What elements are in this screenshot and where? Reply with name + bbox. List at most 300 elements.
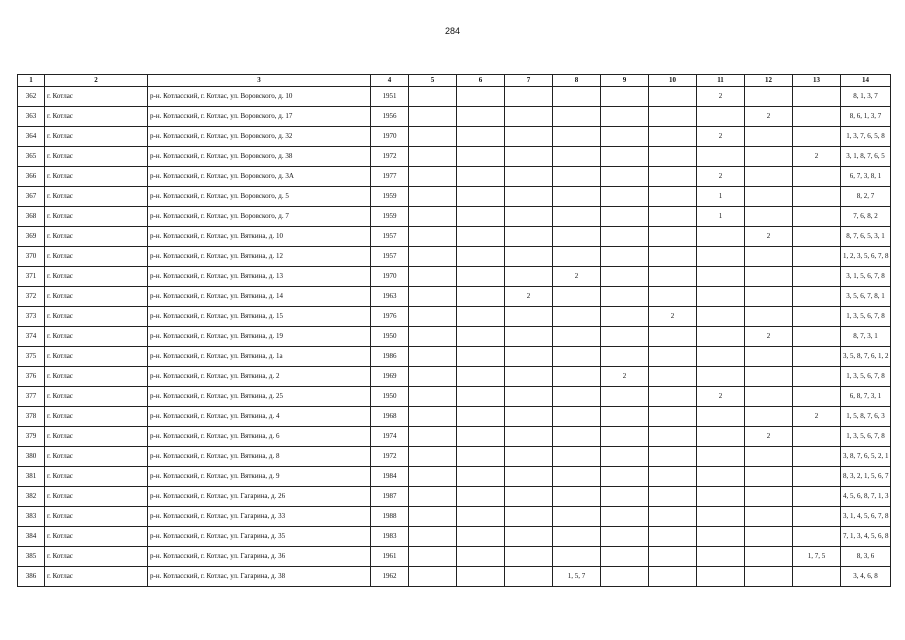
value-cell-col-11 <box>697 467 745 487</box>
value-cell-col-9: 2 <box>601 367 649 387</box>
row-number-cell: 386 <box>18 567 45 587</box>
address-cell: р-н. Котласский, г. Котлас, ул. Гагарина, д. 26 <box>148 487 371 507</box>
column-header-14: 14 <box>841 75 891 87</box>
value-cell-col-11 <box>697 227 745 247</box>
value-cell-col-10: 2 <box>649 307 697 327</box>
value-cell-col-11 <box>697 287 745 307</box>
value-cell-col-10 <box>649 507 697 527</box>
value-cell-col-9 <box>601 107 649 127</box>
value-cell-col-13 <box>793 487 841 507</box>
value-cell-col-12 <box>745 247 793 267</box>
value-cell-col-10 <box>649 347 697 367</box>
value-cell-col-12 <box>745 207 793 227</box>
year-cell: 1957 <box>371 247 409 267</box>
column-header-7: 7 <box>505 75 553 87</box>
value-cell-col-5 <box>409 367 457 387</box>
value-cell-col-6 <box>457 367 505 387</box>
value-cell-col-5 <box>409 87 457 107</box>
value-cell-col-8 <box>553 407 601 427</box>
value-cell-col-7 <box>505 107 553 127</box>
value-cell-col-10 <box>649 407 697 427</box>
locality-cell: г. Котлас <box>45 147 148 167</box>
locality-cell: г. Котлас <box>45 347 148 367</box>
value-cell-col-12 <box>745 287 793 307</box>
value-cell-col-13 <box>793 287 841 307</box>
sequence-cell: 8, 2, 7 <box>841 187 891 207</box>
row-number-cell: 373 <box>18 307 45 327</box>
address-cell: р-н. Котласский, г. Котлас, ул. Вяткина, д. 1а <box>148 347 371 367</box>
value-cell-col-9 <box>601 187 649 207</box>
value-cell-col-11 <box>697 447 745 467</box>
locality-cell: г. Котлас <box>45 467 148 487</box>
value-cell-col-7 <box>505 467 553 487</box>
value-cell-col-6 <box>457 227 505 247</box>
value-cell-col-5 <box>409 307 457 327</box>
value-cell-col-11: 2 <box>697 167 745 187</box>
year-cell: 1968 <box>371 407 409 427</box>
sequence-cell: 3, 8, 7, 6, 5, 2, 1 <box>841 447 891 467</box>
sequence-cell: 1, 3, 7, 6, 5, 8 <box>841 127 891 147</box>
column-header-10: 10 <box>649 75 697 87</box>
value-cell-col-6 <box>457 407 505 427</box>
value-cell-col-9 <box>601 247 649 267</box>
value-cell-col-5 <box>409 387 457 407</box>
value-cell-col-8 <box>553 167 601 187</box>
address-cell: р-н. Котласский, г. Котлас, ул. Воровского, д. 3А <box>148 167 371 187</box>
value-cell-col-8 <box>553 347 601 367</box>
value-cell-col-7 <box>505 267 553 287</box>
value-cell-col-9 <box>601 147 649 167</box>
row-number-cell: 384 <box>18 527 45 547</box>
sequence-cell: 8, 6, 1, 3, 7 <box>841 107 891 127</box>
value-cell-col-11 <box>697 267 745 287</box>
value-cell-col-5 <box>409 207 457 227</box>
value-cell-col-11 <box>697 107 745 127</box>
value-cell-col-11 <box>697 327 745 347</box>
value-cell-col-11 <box>697 427 745 447</box>
value-cell-col-8 <box>553 227 601 247</box>
table-row <box>18 547 891 567</box>
value-cell-col-9 <box>601 327 649 347</box>
value-cell-col-13 <box>793 87 841 107</box>
value-cell-col-7 <box>505 407 553 427</box>
locality-cell: г. Котлас <box>45 447 148 467</box>
year-cell: 1983 <box>371 527 409 547</box>
year-cell: 1970 <box>371 127 409 147</box>
address-cell: р-н. Котласский, г. Котлас, ул. Вяткина, д. 2 <box>148 367 371 387</box>
row-number-cell: 365 <box>18 147 45 167</box>
value-cell-col-9 <box>601 227 649 247</box>
row-number-cell: 372 <box>18 287 45 307</box>
value-cell-col-10 <box>649 427 697 447</box>
year-cell: 1959 <box>371 207 409 227</box>
row-number-cell: 368 <box>18 207 45 227</box>
column-header-1: 1 <box>18 75 45 87</box>
column-header-12: 12 <box>745 75 793 87</box>
value-cell-col-11 <box>697 347 745 367</box>
table-row <box>18 207 891 227</box>
value-cell-col-8 <box>553 507 601 527</box>
value-cell-col-5 <box>409 147 457 167</box>
value-cell-col-5 <box>409 447 457 467</box>
value-cell-col-5 <box>409 167 457 187</box>
sequence-cell: 7, 6, 8, 2 <box>841 207 891 227</box>
year-cell: 1950 <box>371 387 409 407</box>
value-cell-col-6 <box>457 447 505 467</box>
value-cell-col-10 <box>649 487 697 507</box>
value-cell-col-12 <box>745 167 793 187</box>
value-cell-col-12 <box>745 527 793 547</box>
value-cell-col-13: 1, 7, 5 <box>793 547 841 567</box>
address-cell: р-н. Котласский, г. Котлас, ул. Гагарина, д. 36 <box>148 547 371 567</box>
address-cell: р-н. Котласский, г. Котлас, ул. Вяткина, д. 14 <box>148 287 371 307</box>
sequence-cell: 6, 7, 3, 8, 1 <box>841 167 891 187</box>
value-cell-col-5 <box>409 567 457 587</box>
value-cell-col-5 <box>409 127 457 147</box>
locality-cell: г. Котлас <box>45 527 148 547</box>
value-cell-col-11: 1 <box>697 207 745 227</box>
table-row <box>18 227 891 247</box>
value-cell-col-12 <box>745 87 793 107</box>
value-cell-col-12 <box>745 487 793 507</box>
address-cell: р-н. Котласский, г. Котлас, ул. Вяткина, д. 19 <box>148 327 371 347</box>
table-row <box>18 287 891 307</box>
value-cell-col-8 <box>553 87 601 107</box>
column-header-13: 13 <box>793 75 841 87</box>
year-cell: 1987 <box>371 487 409 507</box>
value-cell-col-7 <box>505 507 553 527</box>
value-cell-col-5 <box>409 287 457 307</box>
value-cell-col-6 <box>457 327 505 347</box>
value-cell-col-11: 2 <box>697 127 745 147</box>
row-number-cell: 378 <box>18 407 45 427</box>
value-cell-col-10 <box>649 527 697 547</box>
value-cell-col-9 <box>601 507 649 527</box>
value-cell-col-7 <box>505 447 553 467</box>
column-header-3: 3 <box>148 75 371 87</box>
locality-cell: г. Котлас <box>45 287 148 307</box>
value-cell-col-8 <box>553 287 601 307</box>
value-cell-col-13 <box>793 387 841 407</box>
value-cell-col-9 <box>601 447 649 467</box>
row-number-cell: 362 <box>18 87 45 107</box>
locality-cell: г. Котлас <box>45 567 148 587</box>
value-cell-col-8 <box>553 247 601 267</box>
value-cell-col-10 <box>649 187 697 207</box>
value-cell-col-8 <box>553 187 601 207</box>
value-cell-col-10 <box>649 87 697 107</box>
row-number-cell: 383 <box>18 507 45 527</box>
value-cell-col-7: 2 <box>505 287 553 307</box>
locality-cell: г. Котлас <box>45 547 148 567</box>
value-cell-col-10 <box>649 147 697 167</box>
table-row <box>18 267 891 287</box>
value-cell-col-13 <box>793 127 841 147</box>
value-cell-col-9 <box>601 567 649 587</box>
value-cell-col-8 <box>553 527 601 547</box>
value-cell-col-12 <box>745 407 793 427</box>
locality-cell: г. Котлас <box>45 507 148 527</box>
value-cell-col-12 <box>745 127 793 147</box>
value-cell-col-10 <box>649 247 697 267</box>
value-cell-col-6 <box>457 87 505 107</box>
column-header-4: 4 <box>371 75 409 87</box>
locality-cell: г. Котлас <box>45 487 148 507</box>
value-cell-col-8 <box>553 447 601 467</box>
value-cell-col-11: 2 <box>697 387 745 407</box>
value-cell-col-10 <box>649 207 697 227</box>
value-cell-col-8 <box>553 107 601 127</box>
value-cell-col-6 <box>457 247 505 267</box>
sequence-cell: 1, 3, 5, 6, 7, 8 <box>841 307 891 327</box>
housing-registry-table <box>17 74 891 587</box>
address-cell: р-н. Котласский, г. Котлас, ул. Вяткина, д. 12 <box>148 247 371 267</box>
table-row <box>18 567 891 587</box>
value-cell-col-11 <box>697 567 745 587</box>
value-cell-col-7 <box>505 567 553 587</box>
column-header-5: 5 <box>409 75 457 87</box>
locality-cell: г. Котлас <box>45 207 148 227</box>
value-cell-col-8 <box>553 127 601 147</box>
value-cell-col-7 <box>505 247 553 267</box>
value-cell-col-6 <box>457 487 505 507</box>
value-cell-col-6 <box>457 307 505 327</box>
address-cell: р-н. Котласский, г. Котлас, ул. Вяткина, д. 6 <box>148 427 371 447</box>
value-cell-col-6 <box>457 547 505 567</box>
value-cell-col-5 <box>409 227 457 247</box>
year-cell: 1974 <box>371 427 409 447</box>
value-cell-col-9 <box>601 287 649 307</box>
value-cell-col-13 <box>793 427 841 447</box>
table-body <box>18 87 891 587</box>
value-cell-col-7 <box>505 167 553 187</box>
table-row <box>18 147 891 167</box>
value-cell-col-12 <box>745 267 793 287</box>
address-cell: р-н. Котласский, г. Котлас, ул. Воровского, д. 5 <box>148 187 371 207</box>
year-cell: 1961 <box>371 547 409 567</box>
value-cell-col-7 <box>505 87 553 107</box>
year-cell: 1957 <box>371 227 409 247</box>
row-number-cell: 382 <box>18 487 45 507</box>
value-cell-col-6 <box>457 387 505 407</box>
sequence-cell: 3, 5, 6, 7, 8, 1 <box>841 287 891 307</box>
value-cell-col-7 <box>505 347 553 367</box>
locality-cell: г. Котлас <box>45 307 148 327</box>
locality-cell: г. Котлас <box>45 407 148 427</box>
year-cell: 1984 <box>371 467 409 487</box>
locality-cell: г. Котлас <box>45 267 148 287</box>
value-cell-col-10 <box>649 387 697 407</box>
value-cell-col-6 <box>457 127 505 147</box>
value-cell-col-8: 1, 5, 7 <box>553 567 601 587</box>
row-number-cell: 370 <box>18 247 45 267</box>
value-cell-col-7 <box>505 487 553 507</box>
value-cell-col-12 <box>745 347 793 367</box>
address-cell: р-н. Котласский, г. Котлас, ул. Гагарина, д. 35 <box>148 527 371 547</box>
address-cell: р-н. Котласский, г. Котлас, ул. Воровского, д. 17 <box>148 107 371 127</box>
year-cell: 1972 <box>371 447 409 467</box>
value-cell-col-7 <box>505 547 553 567</box>
sequence-cell: 3, 1, 8, 7, 6, 5 <box>841 147 891 167</box>
column-header-2: 2 <box>45 75 148 87</box>
value-cell-col-12 <box>745 307 793 327</box>
column-header-11: 11 <box>697 75 745 87</box>
year-cell: 1988 <box>371 507 409 527</box>
value-cell-col-11 <box>697 307 745 327</box>
table-row <box>18 187 891 207</box>
locality-cell: г. Котлас <box>45 87 148 107</box>
locality-cell: г. Котлас <box>45 247 148 267</box>
year-cell: 1986 <box>371 347 409 367</box>
value-cell-col-9 <box>601 307 649 327</box>
value-cell-col-13 <box>793 327 841 347</box>
value-cell-col-13 <box>793 367 841 387</box>
sequence-cell: 8, 1, 3, 7 <box>841 87 891 107</box>
value-cell-col-9 <box>601 467 649 487</box>
value-cell-col-8 <box>553 307 601 327</box>
value-cell-col-6 <box>457 527 505 547</box>
value-cell-col-10 <box>649 127 697 147</box>
value-cell-col-7 <box>505 527 553 547</box>
value-cell-col-9 <box>601 127 649 147</box>
value-cell-col-6 <box>457 287 505 307</box>
locality-cell: г. Котлас <box>45 127 148 147</box>
table-row <box>18 487 891 507</box>
sequence-cell: 1, 3, 5, 6, 7, 8 <box>841 427 891 447</box>
value-cell-col-10 <box>649 447 697 467</box>
value-cell-col-6 <box>457 167 505 187</box>
row-number-cell: 369 <box>18 227 45 247</box>
value-cell-col-5 <box>409 507 457 527</box>
table-row <box>18 507 891 527</box>
locality-cell: г. Котлас <box>45 327 148 347</box>
sequence-cell: 3, 1, 4, 5, 6, 7, 8 <box>841 507 891 527</box>
value-cell-col-8 <box>553 367 601 387</box>
year-cell: 1972 <box>371 147 409 167</box>
value-cell-col-10 <box>649 567 697 587</box>
row-number-cell: 380 <box>18 447 45 467</box>
value-cell-col-10 <box>649 227 697 247</box>
row-number-cell: 366 <box>18 167 45 187</box>
value-cell-col-13 <box>793 507 841 527</box>
year-cell: 1950 <box>371 327 409 347</box>
value-cell-col-12: 2 <box>745 107 793 127</box>
year-cell: 1959 <box>371 187 409 207</box>
value-cell-col-5 <box>409 247 457 267</box>
table-row <box>18 87 891 107</box>
table-row <box>18 367 891 387</box>
value-cell-col-12 <box>745 147 793 167</box>
row-number-cell: 377 <box>18 387 45 407</box>
year-cell: 1956 <box>371 107 409 127</box>
year-cell: 1969 <box>371 367 409 387</box>
value-cell-col-11 <box>697 247 745 267</box>
row-number-cell: 379 <box>18 427 45 447</box>
table-row <box>18 427 891 447</box>
value-cell-col-13 <box>793 307 841 327</box>
row-number-cell: 376 <box>18 367 45 387</box>
value-cell-col-9 <box>601 347 649 367</box>
page-number: 284 <box>444 26 461 36</box>
value-cell-col-11 <box>697 367 745 387</box>
table-row <box>18 127 891 147</box>
address-cell: р-н. Котласский, г. Котлас, ул. Вяткина, д. 25 <box>148 387 371 407</box>
year-cell: 1970 <box>371 267 409 287</box>
table-row <box>18 407 891 427</box>
year-cell: 1977 <box>371 167 409 187</box>
value-cell-col-9 <box>601 87 649 107</box>
value-cell-col-8 <box>553 387 601 407</box>
value-cell-col-10 <box>649 287 697 307</box>
sequence-cell: 4, 5, 6, 8, 7, 1, 3 <box>841 487 891 507</box>
address-cell: р-н. Котласский, г. Котлас, ул. Гагарина, д. 38 <box>148 567 371 587</box>
value-cell-col-8 <box>553 147 601 167</box>
value-cell-col-10 <box>649 107 697 127</box>
value-cell-col-9 <box>601 387 649 407</box>
value-cell-col-13 <box>793 187 841 207</box>
value-cell-col-7 <box>505 187 553 207</box>
value-cell-col-11 <box>697 547 745 567</box>
value-cell-col-6 <box>457 207 505 227</box>
value-cell-col-5 <box>409 407 457 427</box>
value-cell-col-8 <box>553 327 601 347</box>
row-number-cell: 367 <box>18 187 45 207</box>
table-row <box>18 387 891 407</box>
value-cell-col-5 <box>409 267 457 287</box>
sequence-cell: 7, 1, 3, 4, 5, 6, 8 <box>841 527 891 547</box>
column-header-6: 6 <box>457 75 505 87</box>
value-cell-col-13 <box>793 267 841 287</box>
sequence-cell: 3, 5, 8, 7, 6, 1, 2 <box>841 347 891 367</box>
value-cell-col-5 <box>409 347 457 367</box>
value-cell-col-13 <box>793 527 841 547</box>
address-cell: р-н. Котласский, г. Котлас, ул. Воровского, д. 38 <box>148 147 371 167</box>
value-cell-col-8 <box>553 547 601 567</box>
table-header-row <box>18 75 891 87</box>
value-cell-col-5 <box>409 547 457 567</box>
sequence-cell: 8, 7, 3, 1 <box>841 327 891 347</box>
value-cell-col-11 <box>697 507 745 527</box>
year-cell: 1951 <box>371 87 409 107</box>
column-header-8: 8 <box>553 75 601 87</box>
value-cell-col-6 <box>457 347 505 367</box>
value-cell-col-9 <box>601 207 649 227</box>
year-cell: 1962 <box>371 567 409 587</box>
row-number-cell: 381 <box>18 467 45 487</box>
value-cell-col-6 <box>457 427 505 447</box>
sequence-cell: 6, 8, 7, 3, 1 <box>841 387 891 407</box>
value-cell-col-13 <box>793 107 841 127</box>
column-header-9: 9 <box>601 75 649 87</box>
sequence-cell: 3, 1, 5, 6, 7, 8 <box>841 267 891 287</box>
value-cell-col-7 <box>505 367 553 387</box>
row-number-cell: 363 <box>18 107 45 127</box>
sequence-cell: 8, 3, 6 <box>841 547 891 567</box>
address-cell: р-н. Котласский, г. Котлас, ул. Вяткина, д. 10 <box>148 227 371 247</box>
table-row <box>18 327 891 347</box>
value-cell-col-5 <box>409 487 457 507</box>
value-cell-col-5 <box>409 327 457 347</box>
value-cell-col-13: 2 <box>793 407 841 427</box>
sequence-cell: 8, 7, 6, 5, 3, 1 <box>841 227 891 247</box>
value-cell-col-6 <box>457 147 505 167</box>
table-row <box>18 447 891 467</box>
value-cell-col-7 <box>505 227 553 247</box>
address-cell: р-н. Котласский, г. Котлас, ул. Вяткина, д. 15 <box>148 307 371 327</box>
row-number-cell: 385 <box>18 547 45 567</box>
locality-cell: г. Котлас <box>45 107 148 127</box>
value-cell-col-12 <box>745 507 793 527</box>
